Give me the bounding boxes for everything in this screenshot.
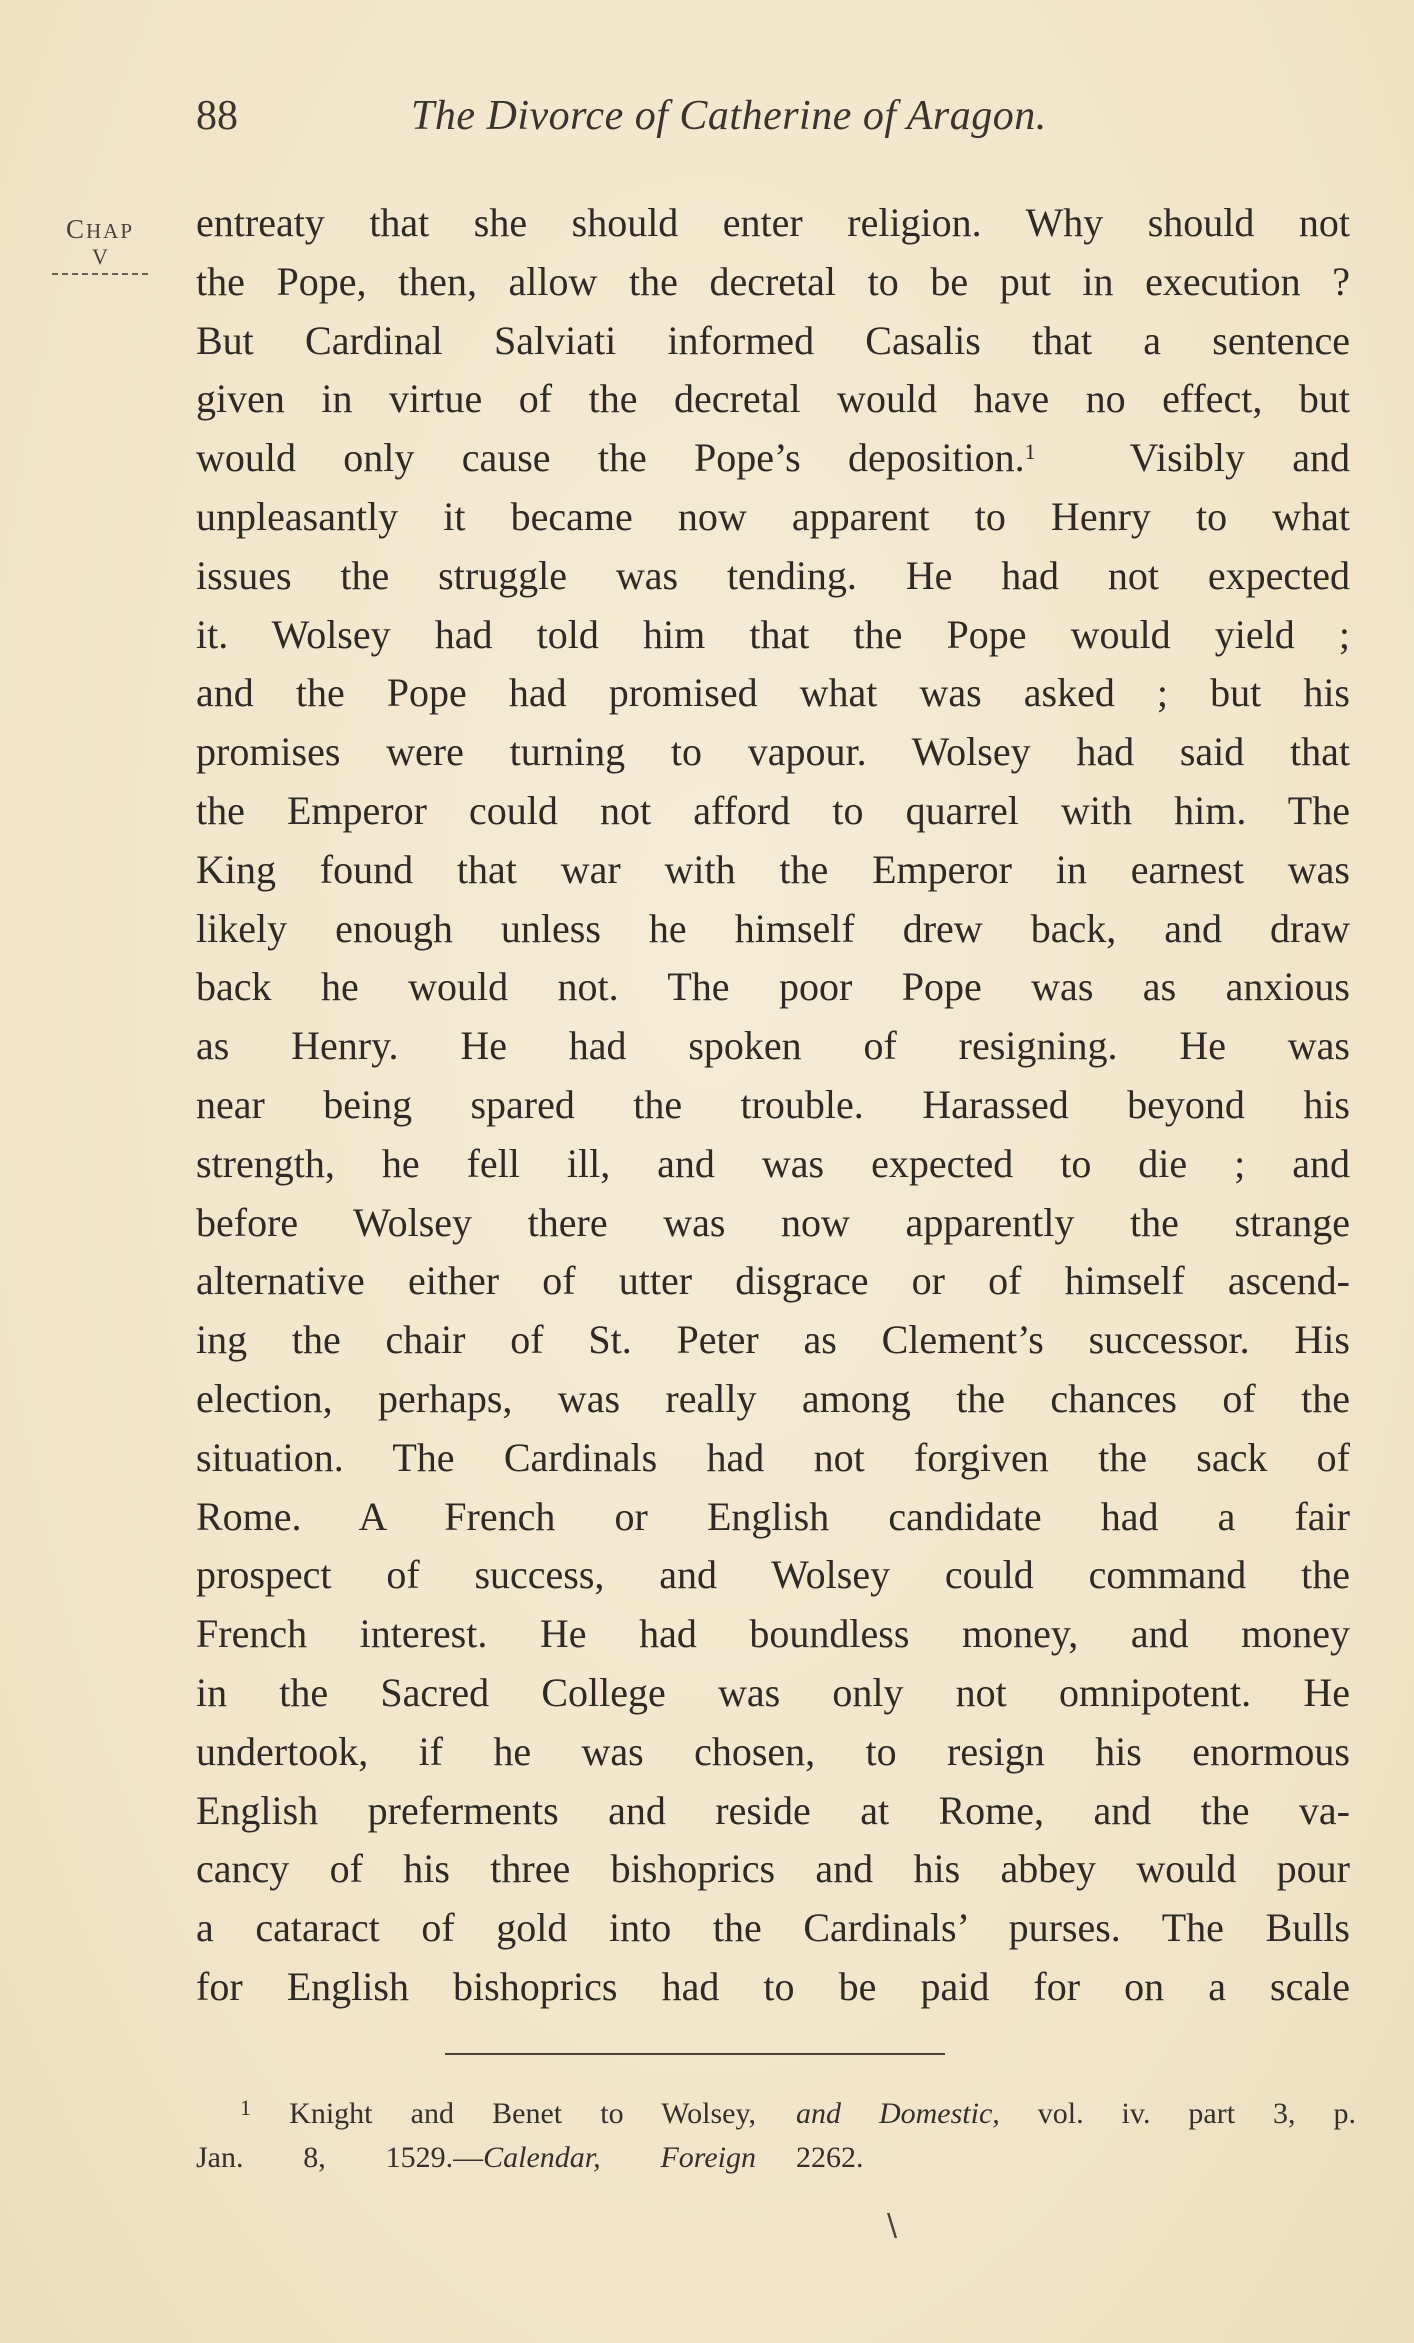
footnote-text: Jan. 8, 1529.— xyxy=(196,2141,484,2174)
footnote-line xyxy=(196,2092,756,2136)
footnote-marker: 1 xyxy=(240,2095,251,2120)
text-line: But Cardinal Salviati informed Casalis that a sentence xyxy=(196,317,1350,363)
text-line: for English bishoprics had to be paid for on a scale xyxy=(196,1963,1350,2009)
text-line: before Wolsey there was now apparently the strange xyxy=(196,1199,1350,1245)
text-line: prospect of success, and Wolsey could command the xyxy=(196,1552,1350,1598)
footnote-right-column xyxy=(796,2092,1356,2180)
text-line: alternative either of utter disgrace or of himself ascend- xyxy=(196,1258,1350,1304)
footnote-line xyxy=(796,2092,1356,2136)
text-line: near being spared the trouble. Harassed beyond his xyxy=(196,1081,1350,1127)
text-line: the Emperor could not afford to quarrel with him. The xyxy=(196,787,1350,833)
footnote-text: vol. iv. part 3, p. xyxy=(999,2097,1356,2130)
text-line: it. Wolsey had told him that the Pope would yield ; xyxy=(196,611,1350,657)
text-line: King found that war with the Emperor in earnest was xyxy=(196,846,1350,892)
text-line: in the Sacred College was only not omnipotent. He xyxy=(196,1669,1350,1715)
text-line: unpleasantly it became now apparent to Henry to what xyxy=(196,493,1350,539)
text-line: back he would not. The poor Pope was as anxious xyxy=(196,964,1350,1010)
chapter-rule xyxy=(52,273,148,275)
text-line-content: Visibly and xyxy=(1035,435,1351,481)
text-line: French interest. He had boundless money, and money xyxy=(196,1611,1350,1657)
text-line: given in virtue of the decretal would have no effect, but xyxy=(196,376,1350,422)
text-line: a cataract of gold into the Cardinals’ purses. The Bulls xyxy=(196,1905,1350,1951)
chapter-label: CHAP xyxy=(65,214,135,244)
text-line: Rome. A French or English candidate had a fair xyxy=(196,1493,1350,1539)
footnote-line xyxy=(196,2136,756,2180)
text-line: the Pope, then, allow the decretal to be put in execution ? xyxy=(196,258,1350,304)
text-line: promises were turning to vapour. Wolsey had said that xyxy=(196,729,1350,775)
footnote-text: 2262. xyxy=(796,2141,864,2174)
body-text xyxy=(196,194,1350,2017)
page-number: 88 xyxy=(196,93,238,139)
text-line: and the Pope had promised what was asked ; but his xyxy=(196,670,1350,716)
text-line: election, perhaps, was really among the chances of the xyxy=(196,1375,1350,1421)
footnote-left-column xyxy=(196,2092,756,2180)
footnote-reference: 1 xyxy=(1024,439,1036,465)
text-line: issues the struggle was tending. He had not expected xyxy=(196,552,1350,598)
text-line: likely enough unless he himself drew back, and draw xyxy=(196,905,1350,951)
footnote-rule xyxy=(445,2053,945,2055)
chapter-side-note xyxy=(52,215,148,275)
text-line: entreaty that she should enter religion. Why should not xyxy=(196,200,1350,245)
footnote-text: Knight and Benet to Wolsey, xyxy=(289,2097,756,2130)
chapter-number: V xyxy=(92,244,108,269)
text-line: situation. The Cardinals had not forgiven the sack of xyxy=(196,1434,1350,1480)
footnote-line xyxy=(796,2136,1356,2180)
text-line: strength, he fell ill, and was expected to die ; and xyxy=(196,1140,1350,1186)
text-line xyxy=(196,429,1350,488)
stray-print-mark: \ xyxy=(887,2208,898,2243)
footnote-citation: Calendar, Foreign xyxy=(483,2141,757,2174)
running-title: The Divorce of Catherine of Aragon. xyxy=(411,93,1047,139)
text-line: ing the chair of St. Peter as Clement’s successor. His xyxy=(196,1317,1350,1363)
footnote-citation: and Domestic, xyxy=(796,2097,1000,2130)
text-line-content: would only cause the Pope’s deposition. xyxy=(196,435,1025,481)
text-line: as Henry. He had spoken of resigning. He was xyxy=(196,1023,1350,1069)
text-line: undertook, if he was chosen, to resign his enormous xyxy=(196,1728,1350,1774)
text-line: English preferments and reside at Rome, and the va- xyxy=(196,1787,1350,1833)
page-header xyxy=(196,92,1356,152)
text-line: cancy of his three bishoprics and his abbey would pour xyxy=(196,1846,1350,1892)
